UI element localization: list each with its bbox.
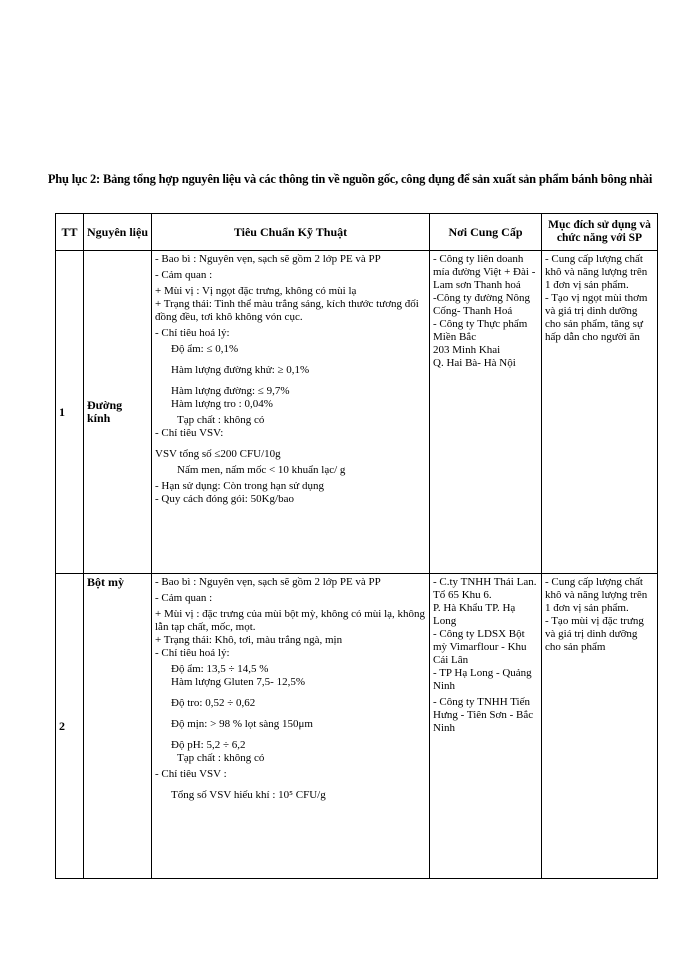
standard-line: - Hạn sử dụng: Còn trong hạn sử dụng (155, 480, 324, 492)
standard-line: Tạp chất : không có (177, 752, 265, 764)
standard-line: + Trạng thái: Tinh thể màu trắng sáng, kích thước tương đối đồng đều, tơi khô không vón cục. (155, 298, 419, 323)
material-name: Bột mỳ (84, 574, 152, 879)
purpose-cell (542, 574, 658, 879)
standard-line: - Chỉ tiêu VSV : (155, 768, 227, 780)
standard-line: Hàm lượng đường: ≤ 9,7% (171, 385, 290, 397)
table-row (56, 251, 658, 574)
header-supplier: Nơi Cung Cấp (430, 214, 542, 251)
standard-cell (152, 251, 430, 574)
supplier-line: 203 Minh Khai (433, 344, 501, 356)
supplier-cell (430, 574, 542, 879)
table-row (56, 574, 658, 879)
purpose-cell (542, 251, 658, 574)
standard-line: - Chỉ tiêu VSV: (155, 427, 224, 439)
standard-line: Tổng số VSV hiếu khí : 10⁵ CFU/g (171, 789, 326, 801)
supplier-line: - Công ty liên doanh mía đường Việt + Đài - Lam sơn Thanh hoá (433, 253, 536, 291)
supplier-line: Q. Hai Bà- Hà Nội (433, 357, 516, 369)
supplier-line: - Công ty Thực phẩm Miền Bắc (433, 318, 528, 343)
standard-line: - Chỉ tiêu hoá lý: (155, 327, 230, 339)
purpose-line: - Tạo vị ngọt mùi thơm và giá trị dinh dưỡng cho sản phẩm, tăng sự hấp dẫn cho người ăn (545, 292, 648, 343)
supplier-line: - Công ty TNHH Tiến Hưng - Tiên Sơn - Bắc Ninh (433, 696, 534, 734)
supplier-line: -Công ty đường Nông Cống- Thanh Hoá (433, 292, 531, 317)
standard-line: Độ ẩm: ≤ 0,1% (171, 343, 239, 355)
header-purpose: Mục đích sử dụng và chức năng với SP (542, 214, 658, 251)
standard-line: Độ pH: 5,2 ÷ 6,2 (171, 739, 246, 751)
header-material: Nguyên liệu (84, 214, 152, 251)
material-name: Đường kính (84, 251, 152, 574)
row-number: 1 (56, 251, 84, 574)
supplier-cell (430, 251, 542, 574)
standard-line: Độ mịn: > 98 % lọt sàng 150μm (171, 718, 313, 730)
standard-line: Nấm men, nấm mốc < 10 khuẩn lạc/ g (177, 464, 346, 476)
standard-line: + Mùi vị : Vị ngọt đặc trưng, không có mùi lạ (155, 285, 357, 297)
supplier-line: - Công ty LDSX Bột mỳ Vimarflour - Khu Cái Lân (433, 628, 527, 666)
standard-line: - Chỉ tiêu hoá lý: (155, 647, 230, 659)
standard-cell (152, 574, 430, 879)
standard-line: Hàm lượng Gluten 7,5- 12,5% (171, 676, 305, 688)
standard-line: - Cảm quan : (155, 592, 213, 604)
supplier-line: - C.ty TNHH Thái Lan. (433, 576, 537, 588)
standard-line: - Cảm quan : (155, 269, 213, 281)
standard-line: - Bao bì : Nguyên vẹn, sạch sẽ gồm 2 lớp PE và PP (155, 576, 381, 588)
standard-line: Tạp chất : không có (177, 414, 265, 426)
standard-line: VSV tổng số ≤200 CFU/10g (155, 448, 281, 460)
header-standard: Tiêu Chuẩn Kỹ Thuật (152, 214, 430, 251)
materials-table (55, 213, 658, 879)
row-number: 2 (56, 574, 84, 879)
standard-line: Độ ẩm: 13,5 ÷ 14,5 % (171, 663, 269, 675)
standard-line: + Mùi vị : đặc trưng của mùi bột mỳ, không có mùi lạ, không lẫn tạp chất, mốc, mọt. (155, 608, 426, 633)
purpose-line: - Cung cấp lượng chất khô và năng lượng trên 1 đơn vị sản phẩm. (545, 253, 648, 291)
standard-line: Hàm lượng đường khử: ≥ 0,1% (171, 364, 310, 376)
table-header-row (56, 214, 658, 251)
standard-line: + Trạng thái: Khô, tơi, màu trắng ngà, mịn (155, 634, 343, 646)
supplier-line: - TP Hạ Long - Quảng Ninh (433, 667, 532, 692)
standard-line: Hàm lượng tro : 0,04% (171, 398, 273, 410)
supplier-line: P. Hà Khẩu TP. Hạ Long (433, 602, 516, 627)
standard-line: - Bao bì : Nguyên vẹn, sạch sẽ gồm 2 lớp PE và PP (155, 253, 381, 265)
page-title: Phụ lục 2: Bảng tổng hợp nguyên liệu và các thông tin về nguồn gốc, công dụng để sản xuất sản phẩm bánh bông nhài (47, 172, 653, 186)
standard-line: Độ tro: 0,52 ÷ 0,62 (171, 697, 256, 709)
header-tt: TT (56, 214, 84, 251)
purpose-line: - Cung cấp lượng chất khô và năng lượng trên 1 đơn vị sản phẩm. (545, 576, 648, 614)
purpose-line: - Tạo mùi vị đặc trưng và giá trị dinh dưỡng cho sản phẩm (545, 615, 644, 653)
standard-line: - Quy cách đóng gói: 50Kg/bao (155, 493, 294, 505)
supplier-line: Tổ 65 Khu 6. (433, 589, 492, 601)
